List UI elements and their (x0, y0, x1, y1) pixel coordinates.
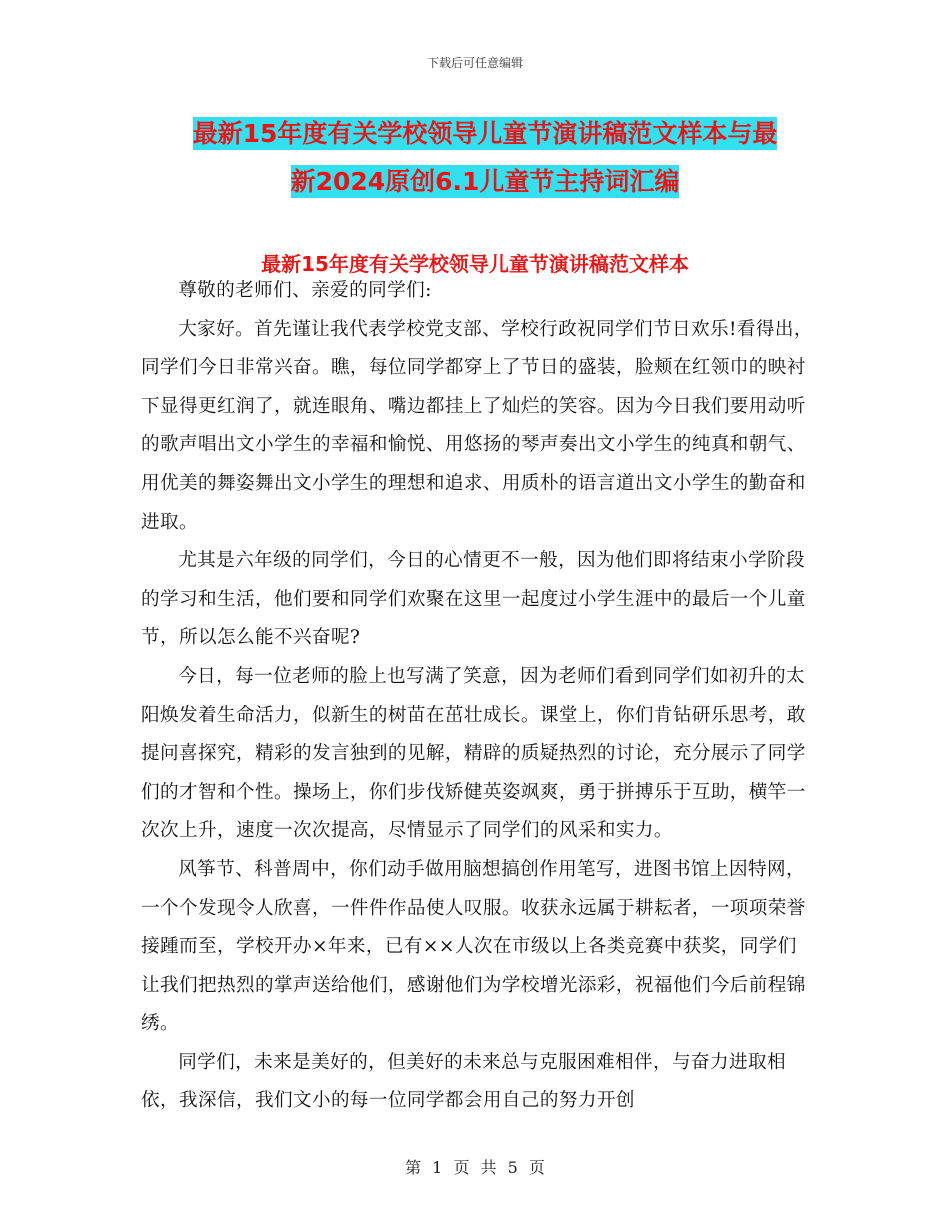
document-title-line-2: 新2024原创6.1儿童节主持词汇编 (290, 167, 680, 196)
paragraph: 同学们，未来是美好的，但美好的未来总与克服困难相伴，与奋力进取相依，我深信，我们文小的每一位同学都会用自己的努力开创 (141, 1051, 786, 1112)
page-footer-number: 第 1 页 共 5 页 (405, 1158, 545, 1177)
page-header-note: 下载后可任意编辑 (426, 56, 523, 70)
body-text (141, 272, 815, 1121)
paragraph: 大家好。首先谨让我代表学校党支部、学校行政祝同学们节日欢乐!看得出，同学们今日非常兴奋。瞧，每位同学都穿上了节日的盛装，脸颊在红领巾的映衬下显得更红润了，就连眼角、嘴边都挂上了灿烂的笑容。因为今日我们要用动听的歌声唱出文小学生的幸福和愉悦、用悠扬的琴声奏出文小学生的纯真和朝气、用优美的舞姿舞出文小学生的理想和追求、用质朴的语言道出文小学生的勤奋和进取。 (141, 318, 813, 533)
paragraph: 今日，每一位老师的脸上也写满了笑意，因为老师们看到同学们如初升的太阳焕发着生命活力，似新生的树苗在茁壮成长。课堂上，你们肯钻研乐思考，敢提问喜探究，精彩的发言独到的见解，精辟的质疑热烈的讨论，充分展示了同学们的才智和个性。操场上，你们步伐矫健英姿飒爽，勇于拼搏乐于互助，横竿一次次上升，速度一次次提高，尽情显示了同学们的风采和实力。 (141, 665, 806, 842)
document-title-line-1: 最新15年度有关学校领导儿童节演讲稿范文样本与最 (192, 119, 778, 148)
paragraph: 风筝节、科普周中，你们动手做用脑想搞创作用笔写，进图书馆上因特网，一个个发现令人欣喜，一件件作品使人叹服。收获永远属于耕耘者，一项项荣誉接踵而至，学校开办×年来，已有××人次在市级以上各类竞赛中获奖，同学们让我们把热烈的掌声送给他们，感谢他们为学校增光添彩，祝福他们今后前程锦绣。 (141, 858, 806, 1035)
paragraph: 尤其是六年级的同学们，今日的心情更不一般，因为他们即将结束小学阶段的学习和生活，他们要和同学们欢聚在这里一起度过小学生涯中的最后一个儿童节，所以怎么能不兴奋呢? (141, 550, 806, 649)
section-title: 最新15年度有关学校领导儿童节演讲稿范文样本 (261, 252, 689, 276)
paragraph-salutation: 尊敬的老师们、亲爱的同学们: (178, 280, 432, 301)
document-title (140, 110, 830, 206)
